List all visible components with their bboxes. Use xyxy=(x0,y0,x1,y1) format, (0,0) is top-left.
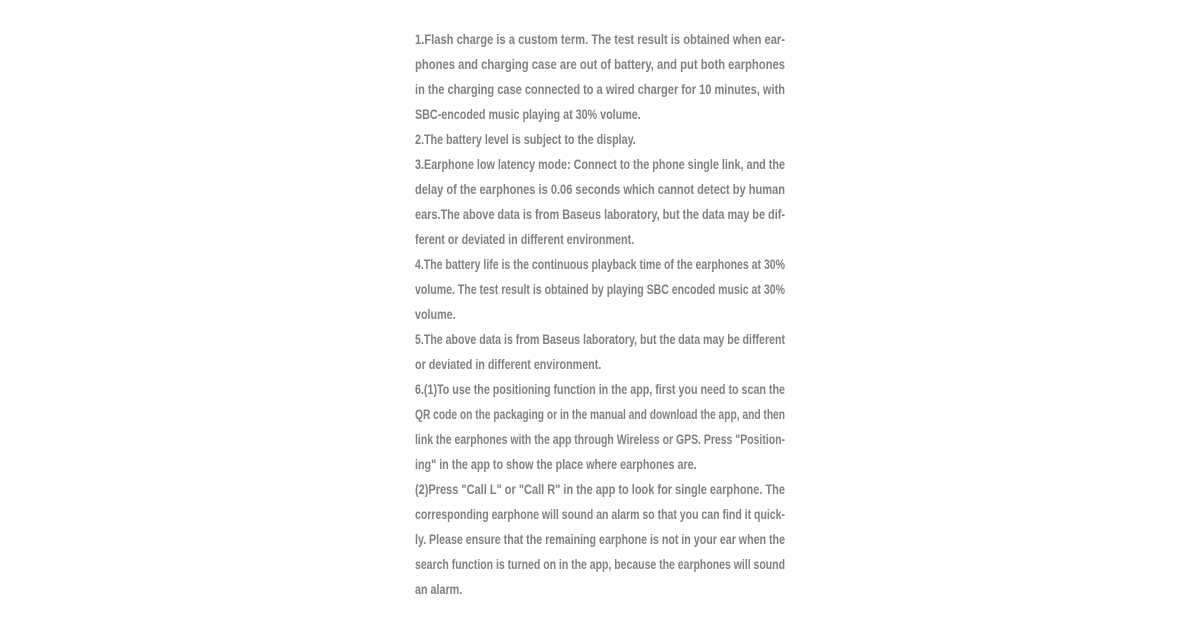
disclaimer-note-5 xyxy=(415,327,785,377)
disclaimer-line: 5.The above data is from Baseus laboratory, but the data may be different xyxy=(415,332,785,347)
disclaimer-line: (2)Press "Call L" or "Call R" in the app to look for single earphone. The xyxy=(415,482,785,497)
disclaimer-note-2 xyxy=(415,127,785,152)
disclaimer-line: 6.(1)To use the positioning function in the app, first you need to scan the xyxy=(415,382,785,397)
disclaimer-note-6-2 xyxy=(415,477,785,602)
disclaimer-line: in the charging case connected to a wired charger for 10 minutes, with xyxy=(415,82,785,97)
disclaimer-line: SBC-encoded music playing at 30% volume. xyxy=(415,107,641,122)
disclaimer-line: 4.The battery life is the continuous playback time of the earphones at 30% xyxy=(415,257,785,272)
disclaimer-note-4 xyxy=(415,252,785,327)
disclaimer-line: 1.Flash charge is a custom term. The test result is obtained when ear- xyxy=(415,32,785,47)
disclaimer-line: link the earphones with the app through Wireless or GPS. Press "Position- xyxy=(415,432,785,447)
disclaimer-line: corresponding earphone will sound an alarm so that you can find it quick- xyxy=(415,507,785,522)
disclaimer-notes-block xyxy=(415,27,785,602)
disclaimer-note-1 xyxy=(415,27,785,127)
disclaimer-line: ing" in the app to show the place where earphones are. xyxy=(415,457,697,472)
disclaimer-line: search function is turned on in the app, because the earphones will sound xyxy=(415,557,785,572)
disclaimer-line: ly. Please ensure that the remaining earphone is not in your ear when the xyxy=(415,532,785,547)
disclaimer-line: QR code on the packaging or in the manual and download the app, and then xyxy=(415,407,785,422)
disclaimer-line: delay of the earphones is 0.06 seconds which cannot detect by human xyxy=(415,182,785,197)
disclaimer-line: volume. xyxy=(415,307,456,322)
disclaimer-line: ferent or deviated in different environment. xyxy=(415,232,635,247)
disclaimer-note-3 xyxy=(415,152,785,252)
disclaimer-line: 2.The battery level is subject to the display. xyxy=(415,132,636,147)
disclaimer-line: volume. The test result is obtained by playing SBC encoded music at 30% xyxy=(415,282,785,297)
disclaimer-line: phones and charging case are out of battery, and put both earphones xyxy=(415,57,785,72)
disclaimer-line: 3.Earphone low latency mode: Connect to the phone single link, and the xyxy=(415,157,785,172)
disclaimer-line: ears.The above data is from Baseus laboratory, but the data may be dif- xyxy=(415,207,785,222)
disclaimer-line: an alarm. xyxy=(415,582,463,597)
disclaimer-line: or deviated in different environment. xyxy=(415,357,602,372)
disclaimer-note-6-1 xyxy=(415,377,785,477)
